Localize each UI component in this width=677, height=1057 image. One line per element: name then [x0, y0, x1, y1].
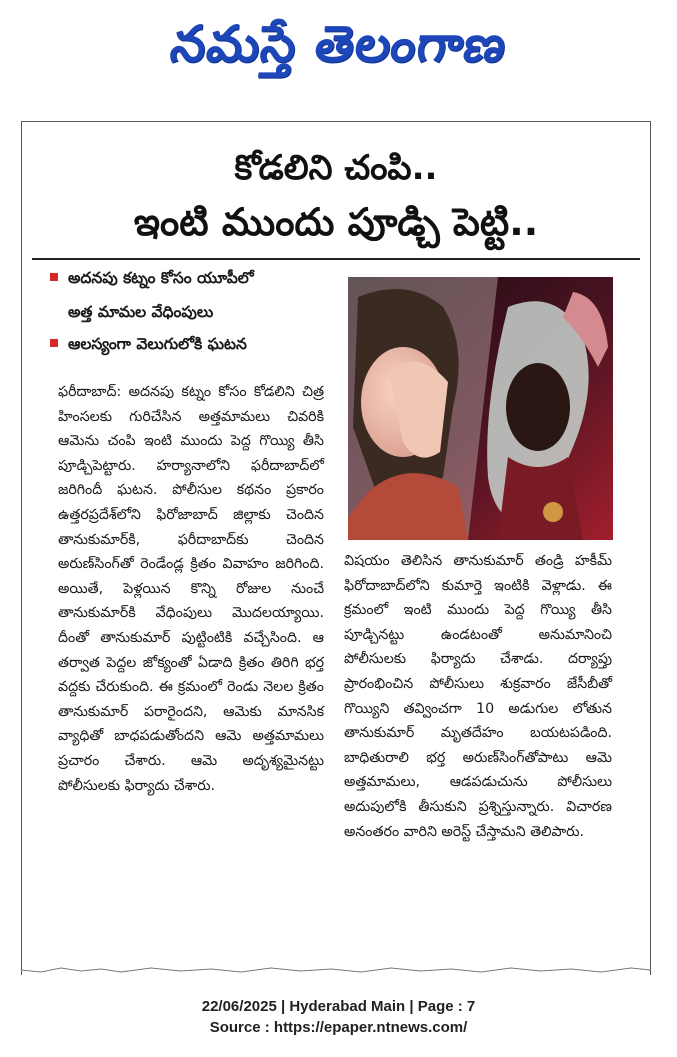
newspaper-logo: నమస్తే తెలంగాణ [166, 15, 511, 73]
headline-divider [32, 258, 640, 260]
masthead [0, 6, 677, 86]
headline-line-2: ఇంటి ముందు పూడ్చి పెట్టి.. [133, 200, 539, 244]
column-1-text: ఫరీదాబాద్‌: అదనపు కట్నం కోసం కోడలిని చిత్ర హింసలకు గురిచేసిన అత్తమామలు చివరికి ఆమెను చంపి ఇంటి ముందు పెద్ద గొయ్యి తీసి పూడ్చిపెట్టారు. హర్యానాలోని ఫరీదాబాద్‌లో జరిగిందీ ఘటన. పోలీసుల కథనం ప్రకారం ఉత్తరప్రదేశ్‌లోని ఫిరోజాబాద్‌ జిల్లాకు చెందిన తానుకుమార్‌కి, ఫరీదాబాద్‌కు చెందిన అరుణ్‌సింగ్‌తో రెండేండ్ల క్రితం వివాహం జరిగింది. అయితే, పెళ్లయిన కొన్ని రోజుల నుంచే తానుకుమార్‌కి వేధింపులు మొదలయ్యాయి. దీంతో తానుకుమార్‌ పుట్టింటికి వచ్చేసింది. ఆ తర్వాత పెద్దల జోక్యంతో ఏడాది క్రితం తిరిగి భర్త వద్దకు చేరుకుంది. ఈ క్రమంలో రెండు నెలల క్రితం తానుకుమార్‌ పరారైందని, ఆమెకు మానసిక వ్యాధితో బాధపడుతోందని ఆమె అత్తమామలు ప్రచారం చేశారు. ఆమె అదృశ్యమైనట్టు పోలీసులకు ఫిర్యాదు చేశారు. [58, 384, 324, 794]
bullet-text: అదనపు కట్నం కోసం యూపీలో [68, 269, 254, 287]
page-footer [0, 996, 677, 1038]
bullet-item [46, 268, 346, 322]
bullet-square-icon [50, 339, 58, 347]
article-column-2 [344, 549, 612, 844]
bullet-text: ఆలస్యంగా వెలుగులోకి ఘటన [68, 335, 247, 353]
article-column-1 [58, 380, 324, 798]
highlight-bullets [46, 268, 346, 366]
illustration-image [348, 277, 613, 540]
bullet-text: అత్త మామల వేధింపులు [68, 303, 214, 321]
article-clipping [21, 121, 651, 975]
column-2-text: విషయం తెలిసిన తానుకుమార్‌ తండ్రి హకీమ్‌ ఫిరోదాబాద్‌లోని కుమార్తె ఇంటికి వెళ్లాడు. ఈ క్రమంలో ఇంటి ముందు పెద్ద గొయ్యి తీసి పూడ్చినట్టు ఉండటంతో అనుమానించి పోలీసులకు ఫిర్యాదు చేశాడు. దర్యాప్తు ప్రారంభించిన పోలీసులు శుక్రవారం జేసీబీతో గొయ్యిని తవ్వించగా 10 అడుగుల లోతున తానుకుమార్‌ మృతదేహం బయటపడింది. బాధితురాలి భర్త అరుణ్‌సింగ్‌తోపాటు ఆమె అత్తమామలు, ఆడపడుచును పోలీసులు అదుపులోకి తీసుకుని ప్రశ్నిస్తున్నారు. విచారణ అనంతరం వారిని అరెస్ట్‌ చేస్తామని తెలిపారు. [344, 553, 612, 840]
article-photo [348, 277, 613, 540]
headline-line-1: కోడలిని చంపి.. [234, 148, 438, 188]
bullet-item [46, 334, 346, 354]
footer-source: Source : https://epaper.ntnews.com/ [209, 1019, 468, 1036]
torn-edge [21, 960, 650, 980]
bullet-square-icon [50, 273, 58, 281]
footer-date-edition: 22/06/2025 | Hyderabad Main | Page : 7 [201, 998, 476, 1015]
